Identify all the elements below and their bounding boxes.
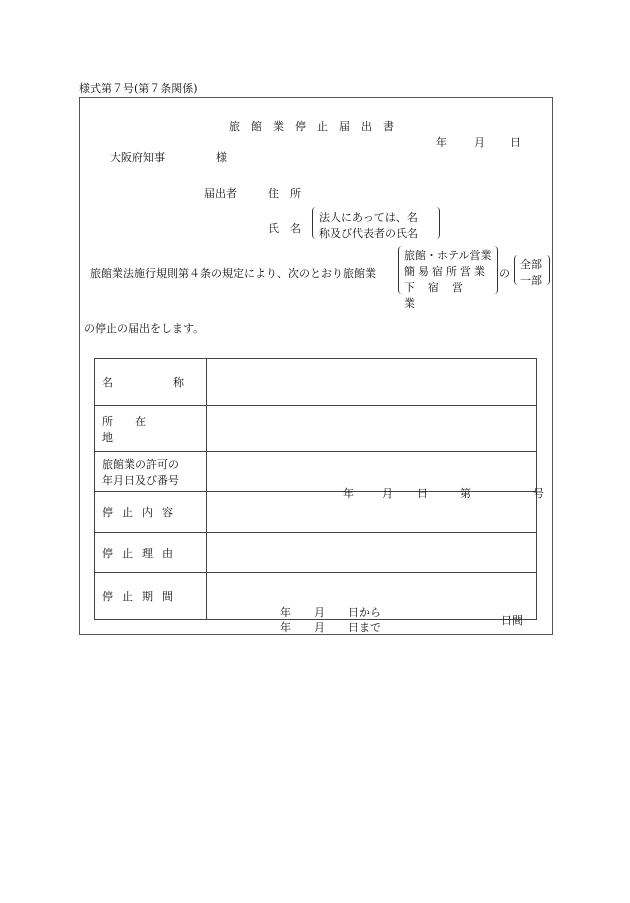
table-row: [95, 452, 537, 492]
row-label: 停止理由: [102, 546, 182, 560]
permit-month: 月: [382, 486, 393, 500]
period-from-month: 月: [314, 606, 325, 619]
name-value-cell[interactable]: [207, 359, 537, 406]
table-row: [95, 359, 537, 406]
suspension-content-cell[interactable]: [207, 492, 537, 533]
name-note-line: 称及び代表者の氏名: [319, 227, 418, 240]
permit-value-cell[interactable]: [207, 452, 544, 500]
row-label-cell: [95, 359, 244, 406]
row-label: 停止内容: [102, 506, 182, 519]
connector-text: の: [499, 267, 510, 280]
period-to-day: 日まで: [348, 621, 381, 634]
period-from-day: 日から: [348, 606, 381, 619]
business-type-option: 旅館・ホテル営業: [404, 249, 492, 262]
suspension-reason-cell[interactable]: [207, 533, 537, 573]
row-label: 停止期間: [102, 590, 182, 603]
row-label-cell: [95, 452, 207, 492]
business-type-bracket: [398, 246, 498, 310]
address-label: 住 所: [268, 187, 301, 200]
row-label: 所在地: [102, 414, 168, 444]
addressee-honorific: 様: [216, 151, 227, 164]
date-year: 年: [436, 136, 447, 149]
row-label-line: 旅館業の許可の: [102, 457, 179, 471]
scope-option: 一部: [520, 274, 542, 287]
period-to-year: 年: [280, 621, 291, 634]
permit-day: 日: [417, 486, 428, 500]
name-note-bracket: [312, 207, 440, 239]
suspension-period-cell[interactable]: [207, 573, 537, 634]
table-row: [95, 533, 537, 573]
period-days: 日間: [501, 614, 523, 627]
body-text: 旅館業法施行規則第４条の規定により、次のとおり旅館業: [90, 267, 376, 280]
permit-number-suffix: 号: [533, 486, 544, 500]
row-label-cell: [95, 406, 207, 452]
period-to-month: 月: [314, 621, 325, 634]
addressee-name: 大阪府知事: [110, 151, 165, 164]
date-month: 月: [474, 136, 485, 149]
row-label-cell: [95, 492, 207, 533]
form-title: 旅 館 業 停 止 届 出 書: [229, 120, 394, 133]
name-label: 氏 名: [268, 222, 301, 235]
scope-option: 全部: [520, 258, 542, 271]
row-label: 名称: [102, 376, 244, 389]
date-day: 日: [510, 136, 521, 149]
business-type-option: 下宿営業: [404, 281, 476, 310]
name-note-line: 法人にあっては、名: [319, 211, 418, 224]
row-label-cell: [95, 533, 207, 573]
applicant-label: 届出者: [204, 187, 237, 200]
detail-table: [94, 358, 544, 634]
business-type-option: 簡易宿所営業: [404, 265, 488, 278]
permit-year: 年: [343, 486, 354, 500]
permit-number-prefix: 第: [460, 486, 471, 500]
row-label-cell: [95, 573, 207, 620]
form-number: 様式第７号(第７条関係): [79, 82, 198, 95]
row-label-line: 年月日及び番号: [102, 473, 179, 487]
table-row: [95, 573, 537, 620]
body-continuation: の停止の届出をします。: [84, 322, 205, 335]
scope-bracket: [514, 255, 550, 285]
location-value-cell[interactable]: [207, 406, 537, 452]
table-row: [95, 406, 537, 452]
period-from-year: 年: [280, 606, 291, 619]
